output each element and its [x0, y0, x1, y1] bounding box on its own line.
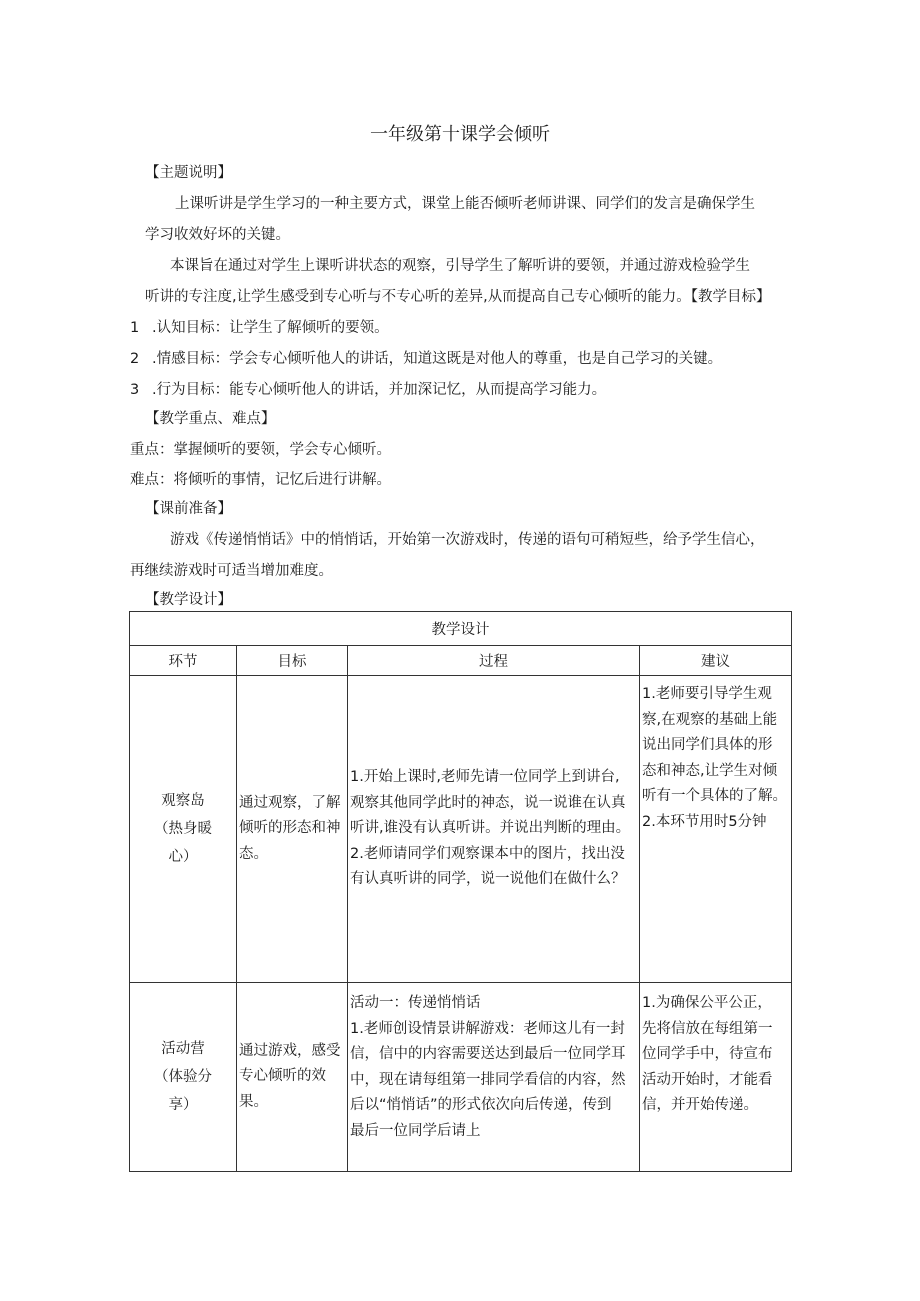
- prep-line-2: 再继续游戏时可适当增加难度。: [130, 563, 333, 579]
- advice-line: 1.为确保公平公正，: [642, 995, 772, 1011]
- header-goal: 目标: [237, 646, 348, 676]
- theme-paragraph-2-line-2: 听讲的专注度,让学生感受到专心听与不专心听的差异,从而提高自己专心倾听的能力。【教学目标】: [145, 289, 771, 305]
- stage-line: 活动营: [161, 1041, 205, 1057]
- goal-item-2: [130, 349, 722, 369]
- process-line: 听讲,谁没有认真听讲。并说出判断的理由。: [350, 820, 631, 837]
- header-stage: 环节: [130, 646, 237, 676]
- process-line: 有认真听讲的同学，说一说他们在做什么？: [350, 871, 626, 888]
- advice-line: 态和神态,让学生对倾: [642, 762, 778, 779]
- key-point: 重点：掌握倾听的要领，学会专心倾听。: [130, 442, 391, 458]
- process-line: 观察其他同学此时的神态，说一说谁在认真: [350, 794, 626, 811]
- goal-line: 态。: [239, 845, 268, 862]
- process-line: 后以“悄悄话”的形式依次向后传递，传到: [350, 1097, 612, 1113]
- goal-item-1: [130, 318, 389, 338]
- goal-number: 3: [130, 382, 140, 398]
- advice-line: 位同学手中，待宣布: [642, 1046, 773, 1062]
- advice-cell: [640, 676, 792, 983]
- prep-heading: 【课前准备】: [145, 501, 232, 517]
- goal-item-3: [130, 380, 606, 400]
- design-heading: 【教学设计】: [145, 592, 232, 608]
- table-caption-row: [130, 612, 792, 646]
- goal-line: 果。: [239, 1093, 268, 1110]
- advice-line: 听有一个具体的了解。: [642, 788, 787, 804]
- table-row: [130, 676, 792, 983]
- stage-line: （体验分: [154, 1069, 212, 1085]
- advice-line: 1.老师要引导学生观: [642, 686, 772, 702]
- goal-line: 专心倾听的效: [239, 1068, 326, 1085]
- goal-line: 通过观察，了解: [239, 794, 341, 811]
- stage-line: 心）: [168, 849, 198, 865]
- process-line: 1.老师创设情景讲解游戏：老师这儿有一封: [350, 1020, 625, 1037]
- goal-text: .行为目标：能专心倾听他人的讲话，并加深记忆，从而提高学习能力。: [152, 382, 607, 398]
- stage-line: 观察岛: [161, 793, 205, 809]
- goal-number: 1: [130, 320, 140, 336]
- advice-cell: [640, 983, 792, 1172]
- header-process: 过程: [348, 646, 640, 676]
- goal-cell: [237, 983, 348, 1172]
- advice-line: 2.本环节用时5分钟: [642, 813, 767, 830]
- process-cell: [348, 983, 640, 1172]
- stage-cell: [130, 676, 237, 983]
- advice-line: 先将信放在每组第一: [642, 1020, 773, 1037]
- difficult-point: 难点：将倾听的事情，记忆后进行讲解。: [130, 472, 391, 488]
- stage-cell: [130, 983, 237, 1172]
- advice-line: 活动开始时，才能看: [642, 1071, 773, 1088]
- teaching-design-table: [129, 611, 792, 1172]
- theme-heading: 【主题说明】: [145, 165, 232, 181]
- goal-line: 倾听的形态和神: [239, 820, 341, 837]
- stage-line: 享）: [168, 1097, 198, 1113]
- advice-line: 信，并开始传递。: [642, 1097, 758, 1113]
- header-advice: 建议: [640, 646, 792, 676]
- process-line: 活动一：传递悄悄话: [350, 995, 481, 1011]
- document-title: 一年级第十课学会倾听: [370, 124, 550, 145]
- process-line: 信，信中的内容需要送达到最后一位同学耳: [350, 1046, 626, 1062]
- goal-cell: [237, 676, 348, 983]
- theme-paragraph-2-line-1: 本课旨在通过对学生上课听讲状态的观察，引导学生了解听讲的要领，并通过游戏检验学生: [170, 258, 750, 274]
- table-row: [130, 983, 792, 1172]
- theme-paragraph-1-line-2: 学习收效好坏的关键。: [145, 227, 290, 243]
- advice-line: 察,在观察的基础上能: [642, 711, 778, 728]
- table-header-row: [130, 646, 792, 676]
- advice-line: 说出同学们具体的形: [642, 737, 773, 753]
- process-cell: [348, 676, 640, 983]
- process-line: 中，现在请每组第一排同学看信的内容，然: [350, 1071, 626, 1088]
- prep-line-1: 游戏《传递悄悄话》中的悄悄话，开始第一次游戏时，传递的语句可稍短些，给予学生信心，: [170, 532, 765, 548]
- goal-text: .认知目标：让学生了解倾听的要领。: [152, 320, 389, 336]
- goal-line: 通过游戏，感受: [239, 1042, 341, 1059]
- goal-number: 2: [130, 351, 140, 367]
- goal-text: .情感目标：学会专心倾听他人的讲话，知道这既是对他人的尊重，也是自己学习的关键。: [152, 351, 723, 367]
- stage-line: （热身暖: [154, 821, 212, 837]
- theme-paragraph-1-line-1: 上课听讲是学生学习的一种主要方式，课堂上能否倾听老师讲课、同学们的发言是确保学生: [175, 196, 755, 212]
- process-line: 最后一位同学后请上: [350, 1122, 481, 1139]
- process-line: 2.老师请同学们观察课本中的图片，找出没: [350, 845, 625, 862]
- process-line: 1.开始上课时,老师先请一位同学上到讲台,: [350, 769, 620, 786]
- key-heading: 【教学重点、难点】: [145, 411, 276, 427]
- table-caption: 教学设计: [130, 612, 792, 646]
